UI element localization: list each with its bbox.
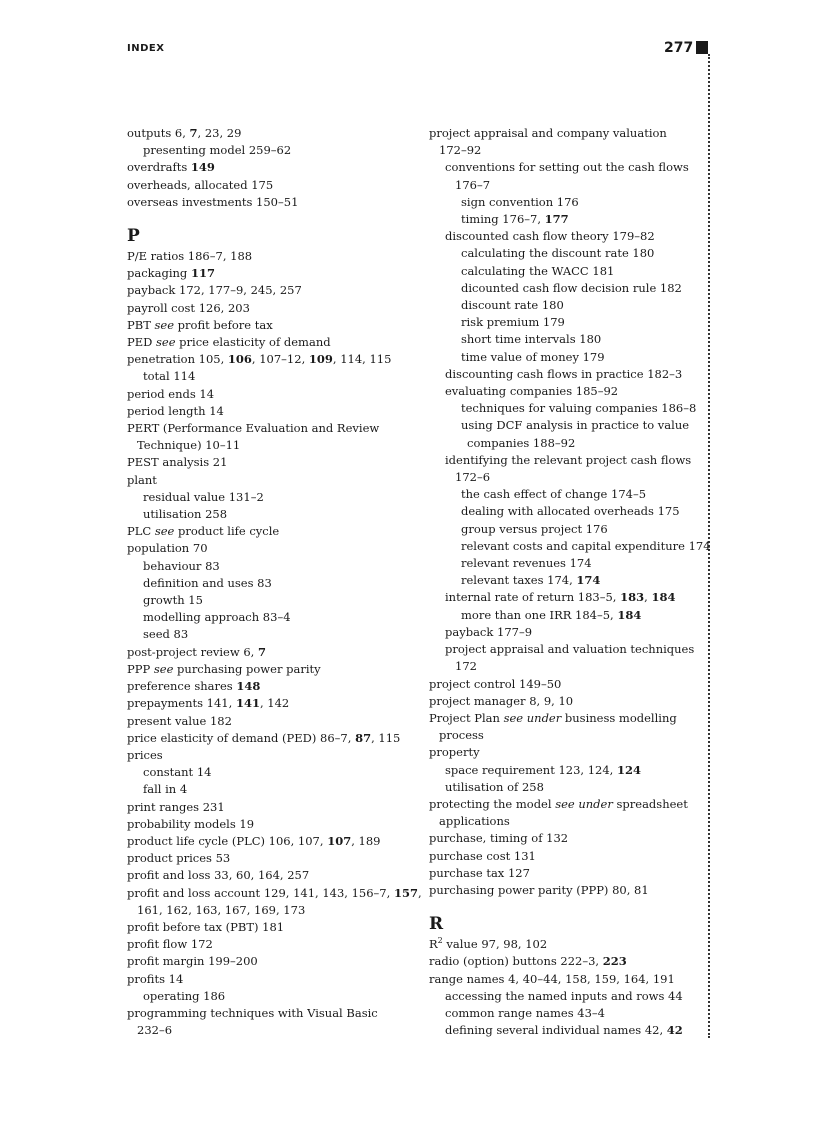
cross-reference: see under xyxy=(503,710,562,725)
index-entry xyxy=(429,744,709,761)
index-entry xyxy=(429,865,709,882)
entry-text: profit and loss account 129, 141, 143, 156–7, xyxy=(127,885,394,900)
entry-text: , 107–12, xyxy=(251,352,309,367)
entry-text: PEST analysis 21 xyxy=(127,455,228,470)
index-entry xyxy=(127,816,407,833)
index-entry xyxy=(127,919,407,936)
index-subentry xyxy=(429,538,709,555)
index-entry xyxy=(127,472,407,489)
entry-text: programming techniques with Visual Basic xyxy=(127,1005,378,1020)
index-subentry xyxy=(429,1005,709,1022)
index-entry xyxy=(127,300,407,317)
entry-text: prepayments 141, xyxy=(127,696,236,711)
entry-text: fall in 4 xyxy=(143,782,188,797)
index-subentry xyxy=(429,366,709,383)
index-entry xyxy=(429,676,709,693)
cross-reference: see xyxy=(153,661,174,676)
entry-text: property xyxy=(429,745,480,760)
bold-page-ref: 106 xyxy=(227,352,252,367)
cross-reference: see xyxy=(154,524,175,539)
entry-text: profit and loss 33, 60, 164, 257 xyxy=(127,868,310,883)
entry-text: payback 177–9 xyxy=(445,624,533,639)
index-subentry xyxy=(429,521,709,538)
index-subentry xyxy=(429,762,709,779)
entry-text: price elasticity of demand xyxy=(175,335,331,350)
entry-text: PED xyxy=(127,335,157,350)
index-subentry xyxy=(429,142,709,159)
entry-text: behaviour 83 xyxy=(143,558,220,573)
index-subentry xyxy=(429,1022,709,1039)
index-subentry xyxy=(429,641,709,658)
index-entry xyxy=(429,693,709,710)
index-subentry xyxy=(429,263,709,280)
entry-text: 232–6 xyxy=(137,1023,173,1038)
index-subentry xyxy=(429,503,709,520)
entry-text: profit before tax xyxy=(174,317,273,332)
entry-text: preference shares xyxy=(127,679,237,694)
index-subentry xyxy=(429,177,709,194)
entry-text: utilisation of 258 xyxy=(445,779,544,794)
index-subentry xyxy=(429,417,709,434)
bold-page-ref: 141 xyxy=(235,696,260,711)
index-entry xyxy=(127,833,407,850)
entry-text: relevant revenues 174 xyxy=(461,556,592,571)
bold-page-ref: 107 xyxy=(327,833,352,848)
bold-page-ref: 109 xyxy=(308,352,333,367)
index-subentry xyxy=(429,349,709,366)
bold-page-ref: 184 xyxy=(617,607,642,622)
running-header: INDEX xyxy=(127,43,165,54)
entry-text: plant xyxy=(127,472,157,487)
index-entry xyxy=(127,420,407,437)
entry-text: PPP xyxy=(127,661,154,676)
index-entry xyxy=(429,936,709,953)
index-subentry xyxy=(429,194,709,211)
index-subentry xyxy=(429,314,709,331)
entry-text: 161, 162, 163, 167, 169, 173 xyxy=(137,902,306,917)
index-entry xyxy=(127,695,407,712)
index-subentry xyxy=(127,609,407,626)
bold-page-ref: 183 xyxy=(620,590,645,605)
index-subentry xyxy=(127,558,407,575)
entry-text: operating 186 xyxy=(143,988,226,1003)
entry-text: using DCF analysis in practice to value xyxy=(461,418,690,433)
index-entry xyxy=(127,248,407,265)
index-entry xyxy=(127,125,407,142)
index-entry xyxy=(127,403,407,420)
entry-text: defining several individual names 42, xyxy=(445,1023,667,1038)
index-entry xyxy=(127,936,407,953)
index-entry xyxy=(127,885,422,902)
bold-page-ref: 87 xyxy=(355,730,372,745)
entry-text: , 142 xyxy=(259,696,290,711)
entry-text: 176–7 xyxy=(455,177,491,192)
entry-text: product life cycle xyxy=(174,524,280,539)
index-entry xyxy=(127,867,407,884)
index-subentry xyxy=(127,626,407,643)
entry-text: 172–92 xyxy=(439,143,482,158)
entry-text: calculating the WACC 181 xyxy=(461,263,615,278)
entry-text: risk premium 179 xyxy=(461,315,565,330)
entry-text: payroll cost 126, 203 xyxy=(127,300,250,315)
index-entry xyxy=(127,971,407,988)
entry-text: techniques for valuing companies 186–8 xyxy=(461,401,697,416)
index-entry xyxy=(429,882,709,899)
entry-text: overheads, allocated 175 xyxy=(127,177,274,192)
entry-text: identifying the relevant project cash flows xyxy=(445,452,692,467)
entry-text: project appraisal and company valuation xyxy=(429,126,667,140)
index-subentry xyxy=(127,902,407,919)
index-subentry xyxy=(127,592,407,609)
index-subentry xyxy=(429,555,709,572)
index-entry xyxy=(127,799,407,816)
entry-text: period length 14 xyxy=(127,403,224,418)
index-entry xyxy=(127,850,407,867)
index-subentry xyxy=(127,781,407,798)
index-subentry xyxy=(127,437,407,454)
entry-text: seed 83 xyxy=(143,627,189,642)
index-subentry xyxy=(429,211,709,228)
index-subentry xyxy=(429,658,709,675)
entry-text: utilisation 258 xyxy=(143,507,228,522)
index-entry xyxy=(429,848,709,865)
entry-text: Project Plan xyxy=(429,710,504,725)
index-entry xyxy=(429,830,709,847)
entry-text: modelling approach 83–4 xyxy=(143,610,291,625)
index-entry xyxy=(127,334,407,351)
index-entry xyxy=(127,730,407,747)
entry-text: , 115 xyxy=(371,730,401,745)
index-subentry xyxy=(429,813,709,830)
bold-page-ref: 148 xyxy=(236,679,261,694)
entry-text: conventions for setting out the cash flows xyxy=(445,160,689,175)
entry-text: more than one IRR 184–5, xyxy=(461,607,618,622)
index-subentry xyxy=(127,575,407,592)
entry-text: process xyxy=(439,728,484,743)
index-subentry xyxy=(429,331,709,348)
entry-text: purchase cost 131 xyxy=(429,848,536,863)
index-entry xyxy=(429,953,709,970)
index-entry xyxy=(127,265,407,282)
cross-reference: see under xyxy=(555,796,613,811)
entry-text: , 189 xyxy=(351,833,381,848)
entry-text: project control 149–50 xyxy=(429,676,562,691)
cross-reference: see xyxy=(154,317,175,332)
entry-text: profit margin 199–200 xyxy=(127,954,258,969)
entry-text: period ends 14 xyxy=(127,386,215,401)
index-subentry xyxy=(127,988,407,1005)
entry-text: overseas investments 150–51 xyxy=(127,194,299,209)
index-entry xyxy=(127,523,407,540)
entry-text: , xyxy=(417,885,422,900)
entry-text: dicounted cash flow decision rule 182 xyxy=(461,280,682,295)
bold-page-ref: 7 xyxy=(257,644,266,659)
entry-text: common range names 43–4 xyxy=(445,1005,605,1020)
index-subentry xyxy=(429,435,709,452)
bold-page-ref: 149 xyxy=(190,160,215,175)
entry-text: the cash effect of change 174–5 xyxy=(461,487,647,502)
entry-text: relevant costs and capital expenditure 174 xyxy=(461,538,711,553)
entry-text: prices xyxy=(127,747,163,762)
index-letter-heading: P xyxy=(127,226,140,247)
entry-text: Technique) 10–11 xyxy=(137,438,241,453)
entry-text: group versus project 176 xyxy=(461,521,608,536)
entry-text: print ranges 231 xyxy=(127,799,225,814)
index-column-right xyxy=(429,125,709,1039)
entry-text: discounting cash flows in practice 182–3 xyxy=(445,366,683,381)
index-entry xyxy=(127,713,407,730)
index-subentry xyxy=(429,607,709,624)
entry-text: discounted cash flow theory 179–82 xyxy=(445,229,655,244)
index-subentry xyxy=(429,469,709,486)
index-subentry xyxy=(429,727,709,744)
entry-text: business modelling xyxy=(561,710,677,725)
cross-reference: see xyxy=(156,335,176,350)
entry-text: internal rate of return 183–5, xyxy=(445,590,621,605)
entry-text: project manager 8, 9, 10 xyxy=(429,693,574,708)
entry-text: project appraisal and valuation techniques xyxy=(445,642,695,657)
index-entry xyxy=(127,1005,407,1022)
entry-text: radio (option) buttons 222–3, xyxy=(429,954,603,969)
entry-text: dealing with allocated overheads 175 xyxy=(461,504,680,519)
index-subentry xyxy=(429,383,709,400)
entry-text: total 114 xyxy=(143,369,196,384)
bold-page-ref: 157 xyxy=(393,885,418,900)
index-subentry xyxy=(429,486,709,503)
index-subentry xyxy=(429,452,709,469)
entry-text: timing 176–7, xyxy=(461,212,545,227)
bold-page-ref: 174 xyxy=(576,573,601,588)
entry-text: purchase tax 127 xyxy=(429,865,530,880)
entry-text: , 114, 115 xyxy=(332,352,392,367)
entry-text: profit flow 172 xyxy=(127,937,213,952)
index-entry xyxy=(127,386,407,403)
index-entry xyxy=(127,540,407,557)
index-entry xyxy=(127,159,407,176)
index-subentry xyxy=(127,764,407,781)
index-subentry xyxy=(429,624,709,641)
index-entry xyxy=(127,454,407,471)
entry-text: protecting the model xyxy=(429,796,556,811)
index-subentry xyxy=(127,489,407,506)
entry-text: R xyxy=(429,937,438,952)
entry-text: PERT (Performance Evaluation and Review xyxy=(127,421,380,436)
entry-text: accessing the named inputs and rows 44 xyxy=(445,988,683,1003)
entry-text: PLC xyxy=(127,524,155,539)
index-entry xyxy=(127,317,407,334)
entry-text: price elasticity of demand (PED) 86–7, xyxy=(127,730,356,745)
index-subentry xyxy=(127,368,407,385)
entry-text: purchasing power parity xyxy=(173,661,321,676)
entry-text: 2 xyxy=(437,936,443,946)
page-number: 277 xyxy=(664,40,694,56)
entry-text: purchasing power parity (PPP) 80, 81 xyxy=(429,882,649,897)
entry-text: constant 14 xyxy=(143,765,212,780)
entry-text: population 70 xyxy=(127,541,208,556)
entry-text: overdrafts xyxy=(127,160,191,175)
page-tab-marker xyxy=(696,41,708,54)
entry-text: evaluating companies 185–92 xyxy=(445,384,619,399)
bold-page-ref: 184 xyxy=(651,590,676,605)
entry-text: , 23, 29 xyxy=(197,126,242,140)
entry-text: penetration 105, xyxy=(127,352,228,367)
index-subentry xyxy=(429,572,709,589)
entry-text: product life cycle (PLC) 106, 107, xyxy=(127,833,328,848)
index-subentry xyxy=(429,589,709,606)
entry-text: profit before tax (PBT) 181 xyxy=(127,919,285,934)
index-subentry xyxy=(429,400,709,417)
index-subentry xyxy=(127,142,407,159)
bold-page-ref: 7 xyxy=(189,126,198,140)
entry-text: spreadsheet xyxy=(612,796,688,811)
entry-text: value 97, 98, 102 xyxy=(442,937,548,952)
index-subentry xyxy=(429,280,709,297)
index-subentry xyxy=(127,506,407,523)
entry-text: companies 188–92 xyxy=(467,435,576,450)
entry-text: discount rate 180 xyxy=(461,298,564,313)
entry-text: time value of money 179 xyxy=(461,349,605,364)
entry-text: purchase, timing of 132 xyxy=(429,831,569,846)
entry-text: short time intervals 180 xyxy=(461,332,602,347)
entry-text: 172 xyxy=(455,659,477,674)
index-subentry xyxy=(429,159,709,176)
index-letter-heading: R xyxy=(429,914,444,935)
index-subentry xyxy=(127,1022,407,1039)
entry-text: outputs 6, xyxy=(127,126,190,140)
index-entry xyxy=(127,953,407,970)
index-entry xyxy=(429,971,709,988)
index-entry xyxy=(127,177,407,194)
bold-page-ref: 177 xyxy=(544,212,569,227)
bold-page-ref: 223 xyxy=(602,954,627,969)
entry-text: sign convention 176 xyxy=(461,194,579,209)
index-column-left xyxy=(127,125,422,1039)
index-entry xyxy=(429,125,709,142)
entry-text: range names 4, 40–44, 158, 159, 164, 191 xyxy=(429,971,675,986)
entry-text: 172–6 xyxy=(455,470,491,485)
index-entry xyxy=(127,194,407,211)
index-entry xyxy=(127,282,407,299)
entry-text: PBT xyxy=(127,317,155,332)
entry-text: relevant taxes 174, xyxy=(461,573,577,588)
bold-page-ref: 117 xyxy=(190,266,215,281)
entry-text: post-project review 6, xyxy=(127,644,258,659)
entry-text: payback 172, 177–9, 245, 257 xyxy=(127,283,302,298)
index-entry xyxy=(429,710,709,727)
bold-page-ref: 124 xyxy=(617,762,642,777)
entry-text: presenting model 259–62 xyxy=(143,143,292,158)
index-entry xyxy=(127,661,407,678)
bold-page-ref: 42 xyxy=(666,1023,683,1038)
entry-text: probability models 19 xyxy=(127,816,255,831)
index-subentry xyxy=(429,228,709,245)
entry-text: present value 182 xyxy=(127,713,232,728)
entry-text: P/E ratios 186–7, 188 xyxy=(127,249,253,264)
entry-text: definition and uses 83 xyxy=(143,575,272,590)
entry-text: applications xyxy=(439,814,510,829)
index-subentry xyxy=(429,297,709,314)
index-entry xyxy=(127,351,407,368)
index-entry xyxy=(127,747,407,764)
index-subentry xyxy=(429,779,709,796)
entry-text: profits 14 xyxy=(127,971,184,986)
entry-text: growth 15 xyxy=(143,593,203,608)
entry-text: packaging xyxy=(127,266,191,281)
entry-text: product prices 53 xyxy=(127,851,231,866)
entry-text: calculating the discount rate 180 xyxy=(461,246,655,261)
entry-text: residual value 131–2 xyxy=(143,489,264,504)
index-subentry xyxy=(429,245,709,262)
entry-text: space requirement 123, 124, xyxy=(445,762,617,777)
index-entry xyxy=(429,796,709,813)
index-entry xyxy=(127,644,407,661)
index-subentry xyxy=(429,988,709,1005)
entry-text: , xyxy=(644,590,652,605)
index-entry xyxy=(127,678,407,695)
